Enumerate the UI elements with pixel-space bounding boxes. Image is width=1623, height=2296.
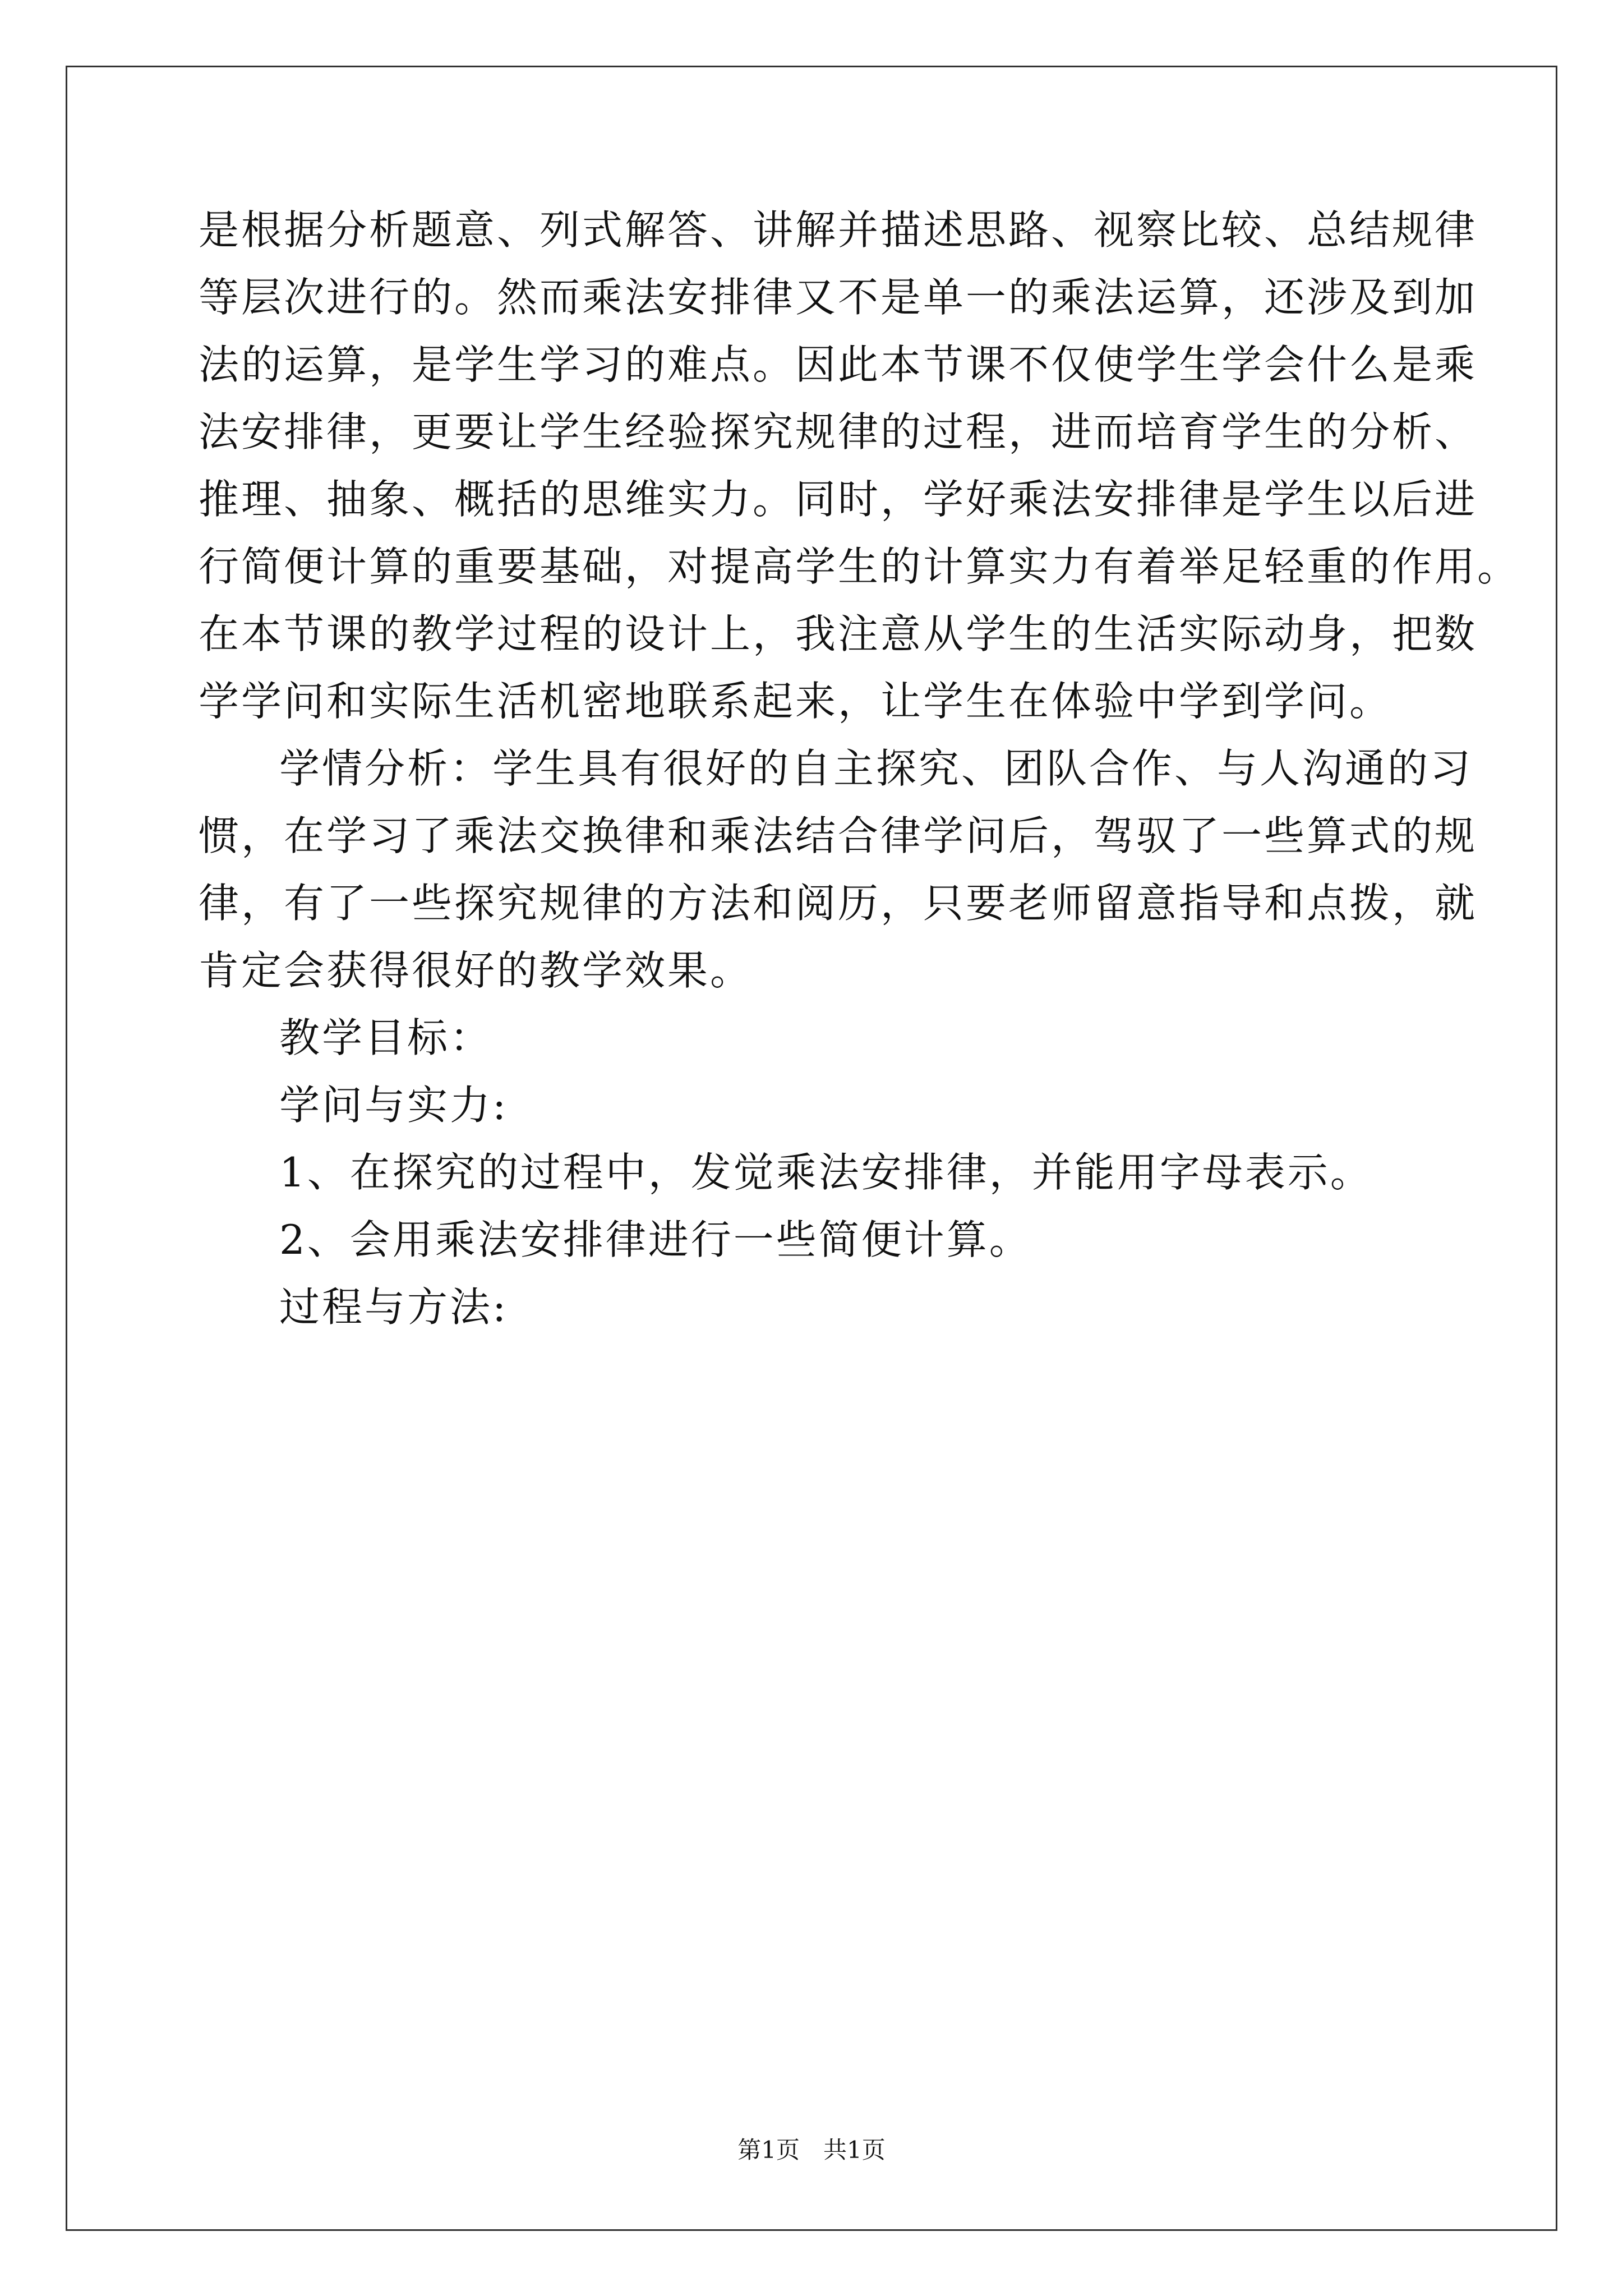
text-line: 律，有了一些探究规律的方法和阅历，只要老师留意指导和点拨，就 bbox=[199, 880, 1478, 927]
text-line: 学情分析：学生具有很好的自主探究、团队合作、与人沟通的习 bbox=[279, 745, 1473, 792]
text-line: 在本节课的教学过程的设计上，我注意从学生的生活实际动身，把数 bbox=[199, 610, 1478, 657]
text-line: 法安排律，更要让学生经验探究规律的过程，进而培育学生的分析、 bbox=[199, 408, 1478, 455]
page-footer: 第1页 共1页 bbox=[737, 2136, 886, 2164]
list-item-2: 2、会用乘法安排律进行一些简便计算。 bbox=[279, 1216, 1032, 1263]
text-line: 学学问和实际生活机密地联系起来，让学生在体验中学到学问。 bbox=[199, 678, 1393, 725]
text-line: 是根据分析题意、列式解答、讲解并描述思路、视察比较、总结规律 bbox=[199, 206, 1478, 254]
text-line: 等层次进行的。然而乘法安排律又不是单一的乘法运算，还涉及到加 bbox=[199, 274, 1478, 321]
text-line: 肯定会获得很好的教学效果。 bbox=[199, 947, 753, 994]
text-line: 推理、抽象、概括的思维实力。同时，学好乘法安排律是学生以后进 bbox=[199, 476, 1478, 523]
heading-knowledge: 学问与实力: bbox=[279, 1082, 509, 1129]
text-line: 惯，在学习了乘法交换律和乘法结合律学问后，驾驭了一些算式的规 bbox=[199, 812, 1478, 859]
heading-process: 过程与方法: bbox=[279, 1283, 509, 1331]
list-item-1: 1、在探究的过程中，发觉乘法安排律，并能用字母表示。 bbox=[279, 1149, 1373, 1196]
text-line: 法的运算，是学生学习的难点。因此本节课不仅使学生学会什么是乘 bbox=[199, 341, 1478, 388]
heading-objectives: 教学目标： bbox=[279, 1014, 493, 1061]
text-line: 行简便计算的重要基础，对提高学生的计算实力有着举足轻重的作用。 bbox=[199, 543, 1520, 590]
